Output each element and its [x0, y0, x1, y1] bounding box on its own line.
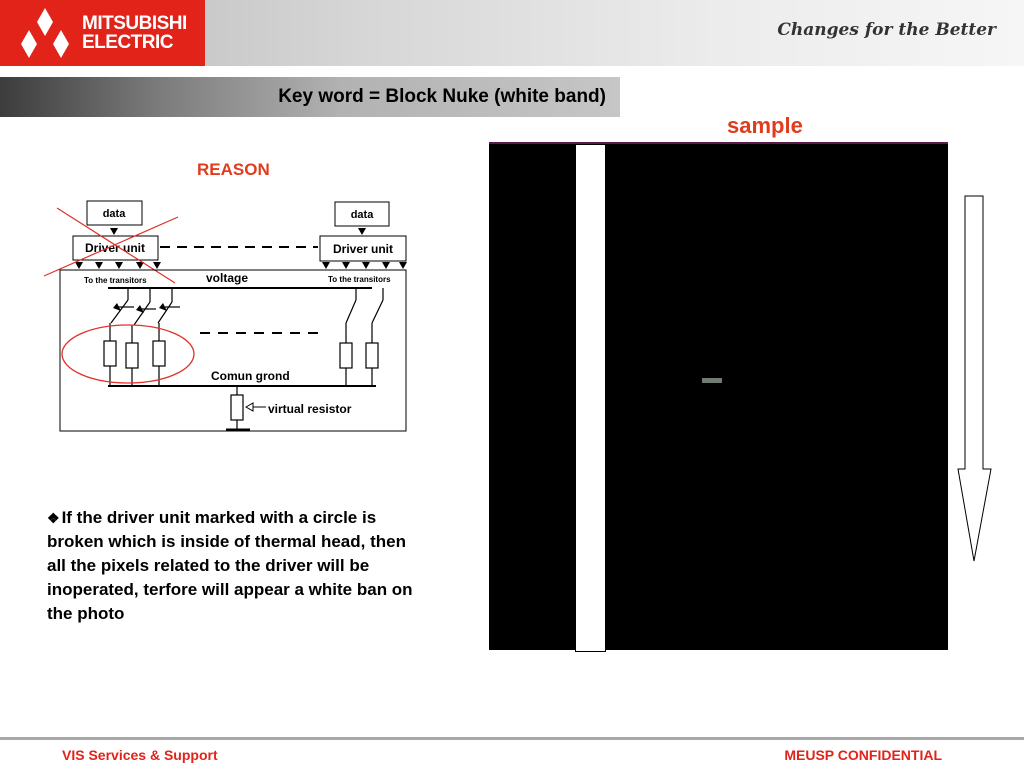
white-band [575, 144, 606, 652]
diamond-bullet-icon: ❖ [47, 510, 60, 526]
data-left-label: data [102, 208, 126, 220]
output-arrows-right [322, 262, 407, 269]
transistors-right-label: To the transitors [328, 275, 391, 284]
reason-heading: REASON [197, 160, 270, 179]
arrow-down-icon [110, 228, 118, 235]
arrow-down-icon [358, 228, 366, 235]
arrow-left-icon [246, 403, 253, 411]
image-speck [702, 378, 722, 383]
explanation-body: If the driver unit marked with a circle is broken which is inside of thermal head, then all the pixels related to the driver will be inoperated, terfore will appear a white ban on the photo [47, 508, 413, 623]
footer-divider [0, 737, 1024, 740]
data-right-label: data [350, 209, 374, 221]
virtual-resistor [231, 395, 243, 420]
resistors-right [340, 323, 378, 386]
footer-right-text: MEUSP CONFIDENTIAL [784, 747, 942, 763]
footer-left-text: VIS Services & Support [62, 747, 218, 763]
logo-line-2: ELECTRIC [82, 32, 173, 53]
logo-line-1: MITSUBISHI [82, 13, 187, 34]
transistor-arrow-icons [113, 303, 167, 313]
virtual-resistor-label: virtual resistor [268, 402, 352, 416]
driver-right-label: Driver unit [332, 242, 394, 256]
voltage-label: voltage [206, 271, 249, 285]
transistor-switches-left [111, 288, 180, 325]
transistors-left-label: To the transitors [84, 276, 147, 285]
ground-label: Comun grond [211, 369, 290, 383]
driver-left-label: Driver unit [84, 241, 146, 255]
sample-print-image [489, 142, 948, 650]
transistor-switches-right [346, 288, 383, 323]
explanation-text [47, 506, 427, 626]
slide-title: Key word = Block Nuke (white band) [278, 86, 606, 107]
sample-heading: sample [727, 113, 803, 138]
tagline: Changes for the Better [777, 20, 996, 40]
arrow-down-icon [955, 193, 995, 565]
resistors-left [104, 323, 165, 386]
